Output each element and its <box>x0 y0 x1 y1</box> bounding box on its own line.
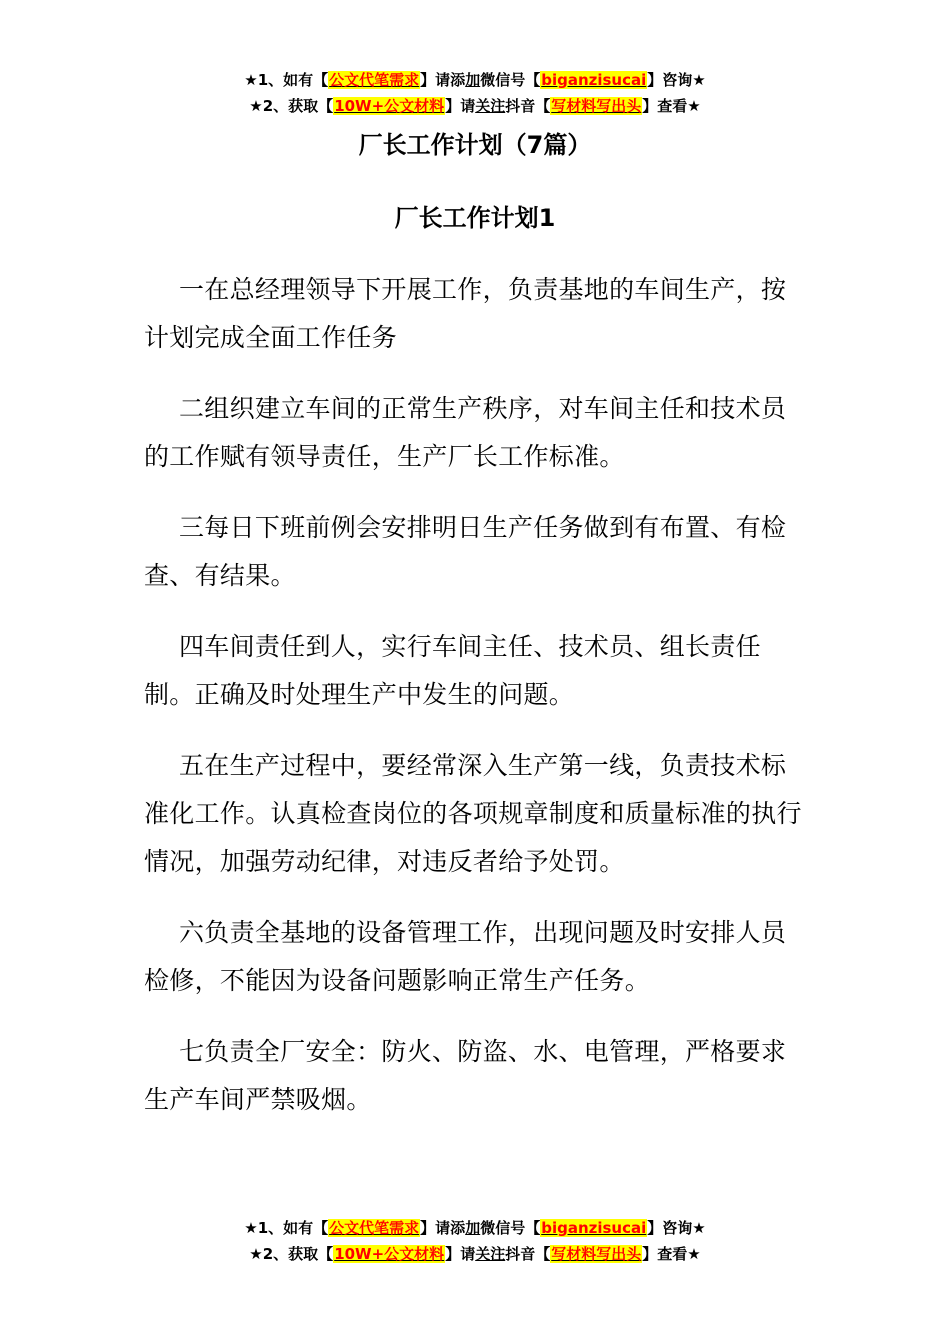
document-body <box>144 266 808 1147</box>
paragraph-3: 三每日下班前例会安排明日生产任务做到有布置、有检查、有结果。 <box>144 513 787 590</box>
footer-line-1-suffix: 】咨询★ <box>647 1219 706 1237</box>
footer-line-2-suffix: 】查看★ <box>642 1245 701 1263</box>
banner-highlight-douyin-account: 写材料写出头 <box>551 97 642 115</box>
banner-line-2-prefix: ★2、获取【 <box>249 97 334 115</box>
footer-line-1-prefix: ★1、如有【 <box>244 1219 329 1237</box>
footer-highlight-materials: 10W+公文材料 <box>334 1245 445 1263</box>
paragraph-1: 一在总经理领导下开展工作，负责基地的车间生产，按计划完成全面工作任务 <box>144 275 787 352</box>
footer-banner <box>0 1215 950 1267</box>
footer-line-1-middle-2: 微信号【 <box>480 1219 541 1237</box>
banner-highlight-service: 公文代笔需求 <box>329 71 420 89</box>
footer-banner-line-2 <box>0 1241 950 1267</box>
banner-line-2-middle-2: 抖音【 <box>505 97 551 115</box>
footer-highlight-wechat-id: biganzisucai <box>541 1219 647 1237</box>
banner-line-2 <box>0 93 950 119</box>
footer-line-2-prefix: ★2、获取【 <box>249 1245 334 1263</box>
footer-line-2-middle: 】请 <box>445 1245 476 1263</box>
section-title: 厂长工作计划1 <box>394 204 556 232</box>
banner-line-2-middle: 】请 <box>445 97 476 115</box>
paragraph-4: 四车间责任到人，实行车间主任、技术员、组长责任制。正确及时处理生产中发生的问题。 <box>144 632 761 709</box>
header-banner <box>0 67 950 119</box>
footer-highlight-service: 公文代笔需求 <box>329 1219 420 1237</box>
banner-highlight-wechat-id: biganzisucai <box>541 71 647 89</box>
banner-line-1-middle-2: 微信号【 <box>480 71 541 89</box>
footer-line-2-middle-2: 抖音【 <box>505 1245 551 1263</box>
paragraph-7: 七负责全厂安全：防火、防盗、水、电管理，严格要求生产车间严禁吸烟。 <box>144 1037 787 1114</box>
banner-highlight-materials: 10W+公文材料 <box>334 97 445 115</box>
footer-banner-line-1 <box>0 1215 950 1241</box>
footer-highlight-douyin-account: 写材料写出头 <box>551 1245 642 1263</box>
banner-line-1-middle: 】请添 <box>420 71 466 89</box>
footer-line-1-emphasis: 加 <box>465 1219 481 1237</box>
banner-line-1 <box>0 67 950 93</box>
banner-line-2-suffix: 】查看★ <box>642 97 701 115</box>
document-title: 厂长工作计划（7篇） <box>358 131 592 159</box>
paragraph-6: 六负责全基地的设备管理工作，出现问题及时安排人员检修，不能因为设备问题影响正常生产任务。 <box>144 918 787 995</box>
banner-line-1-emphasis: 加 <box>465 71 481 89</box>
footer-line-1-middle: 】请添 <box>420 1219 466 1237</box>
paragraph-2: 二组织建立车间的正常生产秩序，对车间主任和技术员的工作赋有领导责任，生产厂长工作标准。 <box>144 394 787 471</box>
paragraph-5: 五在生产过程中，要经常深入生产第一线，负责技术标准化工作。认真检查岗位的各项规章制度和质量标准的执行情况，加强劳动纪律，对违反者给予处罚。 <box>144 751 802 876</box>
footer-line-2-emphasis: 关注 <box>475 1245 506 1263</box>
banner-line-2-emphasis: 关注 <box>475 97 506 115</box>
banner-line-1-prefix: ★1、如有【 <box>244 71 329 89</box>
banner-line-1-suffix: 】咨询★ <box>647 71 706 89</box>
